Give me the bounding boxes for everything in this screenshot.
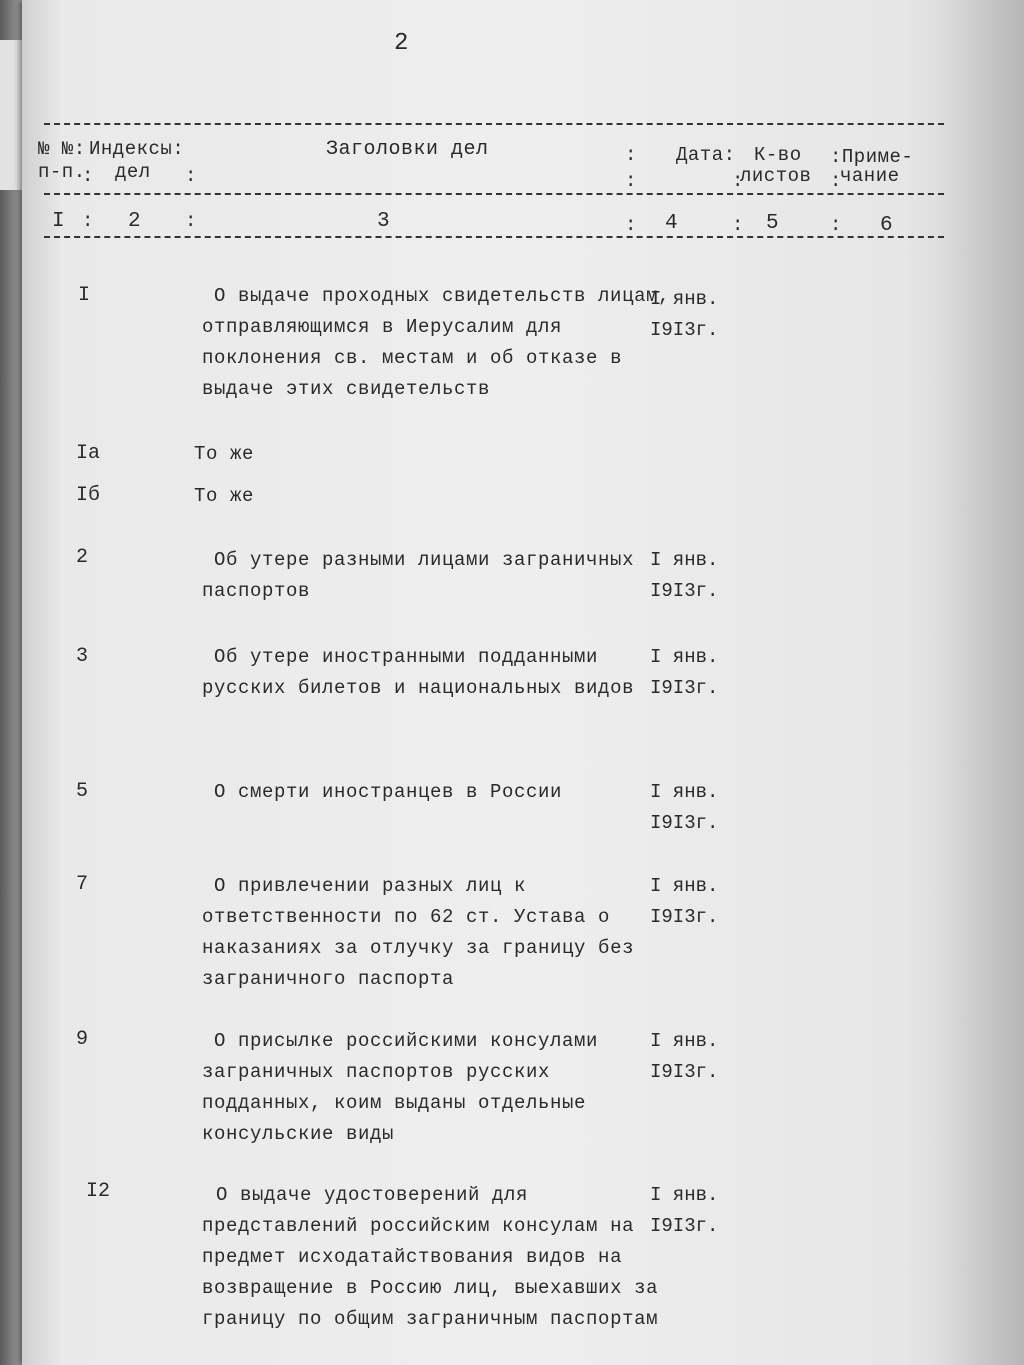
page-shadow (934, 0, 1024, 1365)
entry-date: I янв. I9I3г. (650, 875, 719, 928)
column-number-6: 6 (880, 214, 894, 237)
entry-number: Iа (76, 442, 101, 465)
column-number-4: 4 (665, 212, 679, 235)
column-number-1: I (52, 210, 66, 233)
header-separator: : (732, 170, 744, 192)
entry-title: О привлечении разных лиц к ответственности по 62 ст. Устава о наказаниях за отлучку за границу без заграничного паспорта (202, 875, 635, 990)
column-separator: : (625, 214, 637, 236)
entry-title: Об утере разными лицами заграничных паспортов (202, 549, 635, 602)
header-date-label: Дата: (676, 144, 736, 166)
column-number-2: 2 (128, 210, 142, 233)
page-number: 2 (394, 30, 409, 57)
header-bottom-rule (44, 236, 944, 238)
header-separator: : (625, 144, 637, 166)
column-separator: : (82, 210, 94, 232)
entry-number: 5 (76, 780, 89, 803)
header-number-label-2: п-п. (38, 161, 86, 183)
entry-title: То же (194, 485, 255, 507)
entry-date: I янв. I9I3г. (650, 781, 719, 834)
entry-number: 2 (76, 546, 89, 569)
header-middle-rule (44, 193, 944, 195)
column-separator: : (185, 210, 197, 232)
header-number-label: № №: (38, 138, 86, 160)
entry-date: I янв. I9I3г. (650, 646, 719, 699)
entry-date: I янв. I9I3г. (650, 1030, 719, 1083)
entry-title: То же (194, 443, 255, 465)
entry-date: I янв. I9I3г. (650, 288, 719, 341)
header-sheets-label: К-во (754, 144, 802, 166)
entry-title: О смерти иностранцев в России (214, 781, 563, 803)
header-notes-label-2: чание (840, 165, 900, 187)
entry-title: О присылке российскими консулами заграничных паспортов русских подданных, коим выданы отдельные консульские виды (202, 1030, 599, 1145)
header-sheets-label-2: листов (740, 165, 812, 187)
entry-number: Iб (76, 484, 101, 507)
entry-number: I2 (86, 1180, 111, 1203)
header-separator: : (185, 165, 197, 187)
entry-title: Об утере иностранными подданными русских билетов и национальных видов (202, 646, 635, 699)
header-top-rule (44, 123, 944, 125)
column-separator: : (732, 214, 744, 236)
entry-title: О выдаче проходных свидетельств лицам, отправляющимся в Иерусалим для поклонения св. местам и об отказе в выдаче этих свидетельств (202, 285, 671, 400)
entry-number: 9 (76, 1028, 89, 1051)
entry-title: О выдаче удостоверений для представлений российским консулам на предмет исходатайствования видов на возвращение в Россию лиц, выехавших за границу по общим заграничным паспортам (202, 1184, 659, 1330)
document-page (22, 0, 1024, 1365)
header-separator: : (625, 170, 637, 192)
header-index-label: Индексы: (89, 138, 185, 160)
column-number-3: 3 (377, 210, 391, 233)
column-number-5: 5 (766, 212, 780, 235)
header-index-label-2: дел (115, 161, 151, 183)
column-separator: : (830, 214, 842, 236)
header-separator: : (830, 170, 842, 192)
header-notes-label: :Приме- (830, 146, 914, 168)
entry-date: I янв. I9I3г. (650, 549, 719, 602)
entry-number: 3 (76, 645, 89, 668)
header-separator: : (82, 165, 94, 187)
entry-number: I (78, 284, 91, 307)
entry-number: 7 (76, 873, 89, 896)
entry-date: I янв. I9I3г. (650, 1184, 719, 1237)
header-titles-label: Заголовки дел (326, 138, 489, 161)
